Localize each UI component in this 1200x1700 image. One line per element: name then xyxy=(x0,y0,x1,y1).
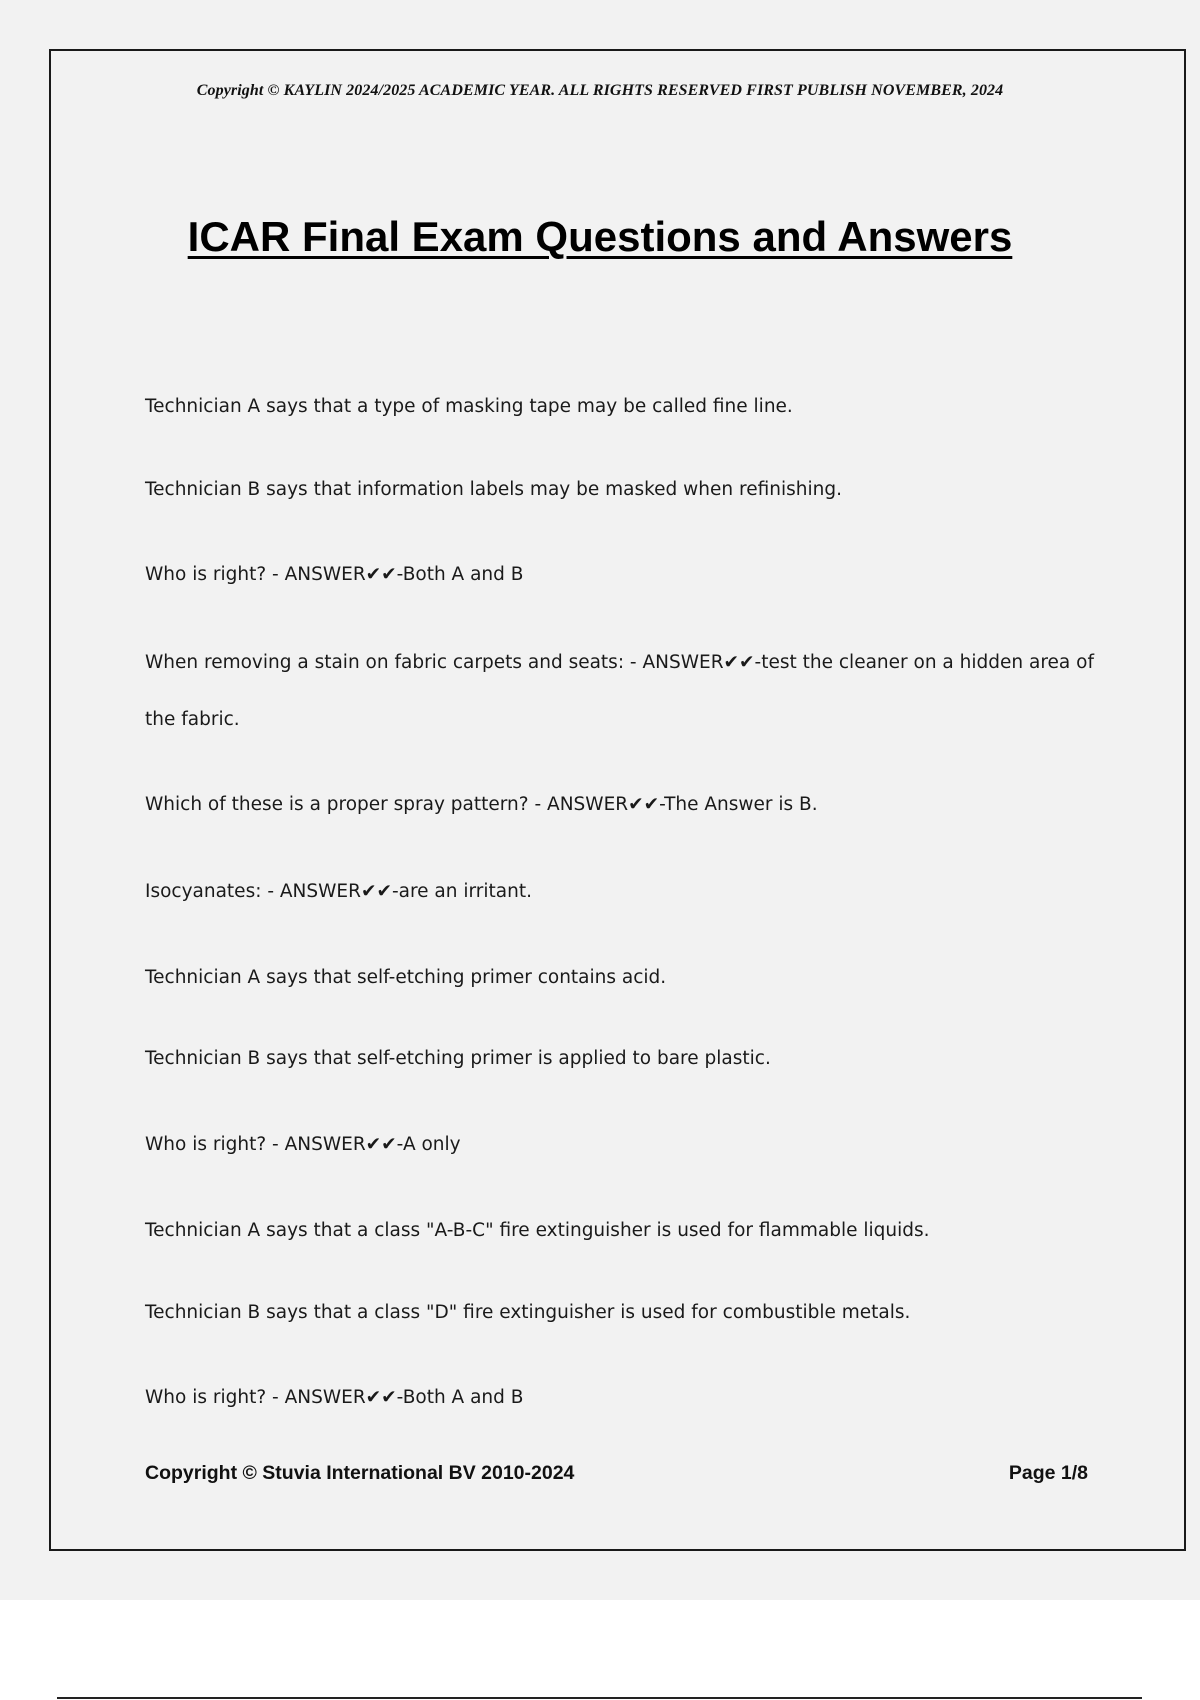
question-line: Technician A says that a type of masking tape may be called fine line. xyxy=(145,396,793,417)
answer-line: Who is right? - ANSWER✔✔-Both A and B xyxy=(145,1387,524,1408)
answer-continuation-line: the fabric. xyxy=(145,709,240,730)
document-title xyxy=(0,212,1200,262)
answer-line: Who is right? - ANSWER✔✔-A only xyxy=(145,1134,461,1155)
question-line: Technician B says that self-etching primer is applied to bare plastic. xyxy=(145,1048,771,1069)
question-answer-line: Isocyanates: - ANSWER✔✔-are an irritant. xyxy=(145,881,532,902)
question-line: Technician B says that a class "D" fire extinguisher is used for combustible metals. xyxy=(145,1302,911,1323)
header-copyright-notice: Copyright © KAYLIN 2024/2025 ACADEMIC YEAR. ALL RIGHTS RESERVED FIRST PUBLISH NOVEMBER, 2024 xyxy=(196,82,1004,99)
question-line: Technician A says that a class "A-B-C" fire extinguisher is used for flammable liquids. xyxy=(145,1220,930,1241)
page-number: Page 1/8 xyxy=(1008,1462,1088,1484)
footer-copyright: Copyright © Stuvia International BV 2010-2024 xyxy=(145,1462,575,1484)
question-line: Technician B says that information labels may be masked when refinishing. xyxy=(145,479,842,500)
question-answer-line: When removing a stain on fabric carpets and seats: - ANSWER✔✔-test the cleaner on a hidden area of xyxy=(145,652,1094,673)
document-title-text: ICAR Final Exam Questions and Answers xyxy=(187,213,1013,260)
question-answer-line: Which of these is a proper spray pattern? - ANSWER✔✔-The Answer is B. xyxy=(145,794,818,815)
next-page-divider xyxy=(57,1697,1142,1699)
question-line: Technician A says that self-etching primer contains acid. xyxy=(145,967,667,988)
answer-line: Who is right? - ANSWER✔✔-Both A and B xyxy=(145,564,524,585)
